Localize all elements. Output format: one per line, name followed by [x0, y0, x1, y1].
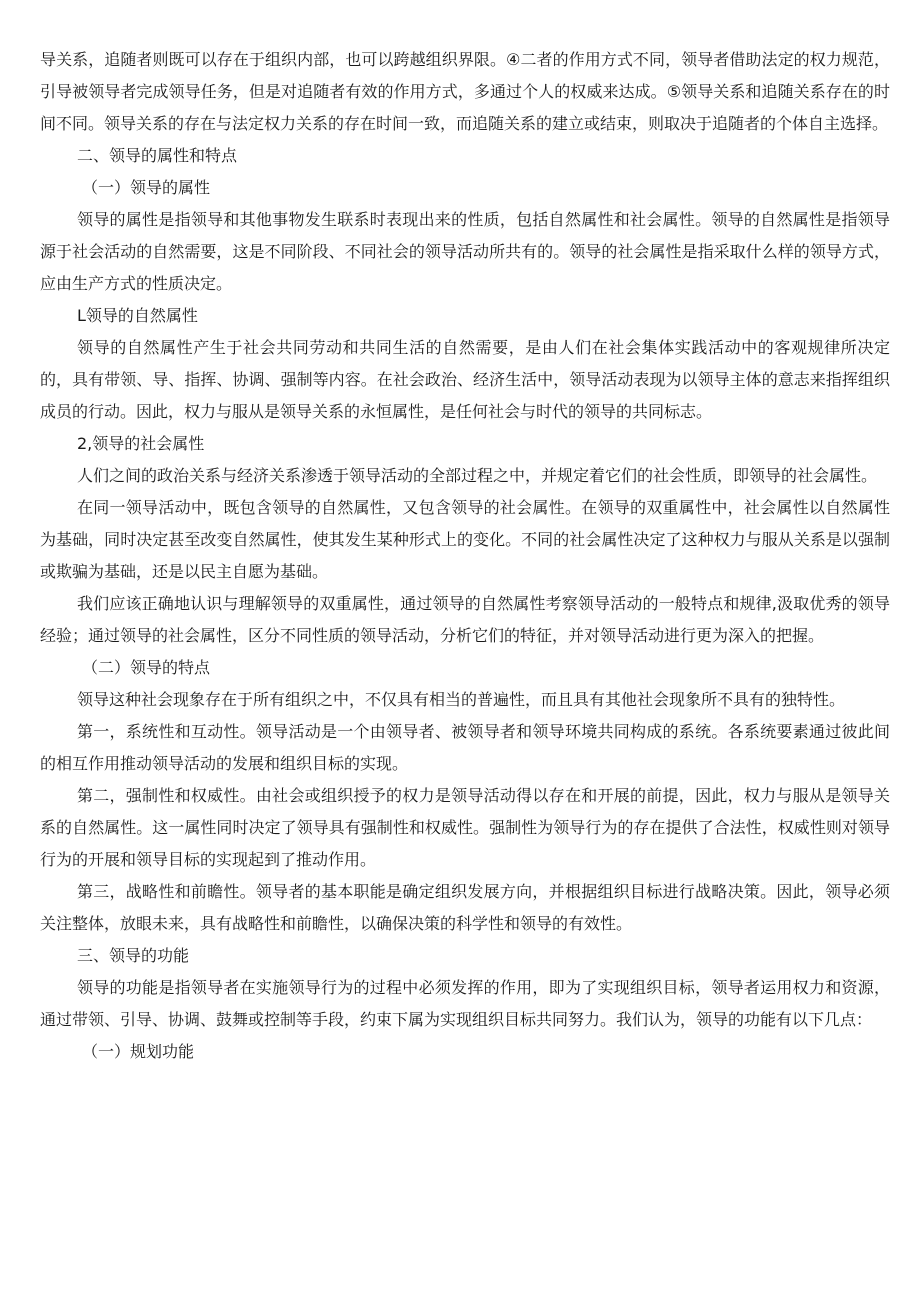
paragraph-functions-intro: 领导的功能是指领导者在实施领导行为的过程中必须发挥的作用，即为了实现组织目标，领导者运用权力和资源，通过带领、引导、协调、鼓舞或控制等手段，约束下属为实现组织目标共同努力。我们认为，领导的功能有以下几点：	[40, 978, 890, 1029]
paragraph-feature-second: 第二，强制性和权威性。由社会或组织授予的权力是领导活动得以存在和开展的前提，因此，权力与服从是领导关系的自然属性。这一属性同时决定了领导具有强制性和权威性。强制性为领导行为的存在提供了合法性，权威性则对领导行为的开展和领导目标的实现起到了推动作用。	[40, 786, 890, 869]
paragraph-natural-attribute: 领导的自然属性产生于社会共同劳动和共同生活的自然需要，是由人们在社会集体实践活动中的客观规律所决定的，具有带领、导、指挥、协调、强制等内容。在社会政治、经济生活中，领导活动表现为以领导主体的意志来指挥组织成员的行动。因此，权力与服从是领导关系的永恒属性，是任何社会与时代的领导的共同标志。	[40, 338, 890, 421]
subsection-heading-attributes: （一）领导的属性	[82, 178, 211, 197]
section-heading-attributes-and-features: 二、领导的属性和特点	[77, 146, 238, 165]
subsection-heading-planning-function: （一）规划功能	[82, 1042, 195, 1061]
paragraph-feature-first: 第一，系统性和互动性。领导活动是一个由领导者、被领导者和领导环境共同构成的系统。各系统要素通过彼此间的相互作用推动领导活动的发展和组织目标的实现。	[40, 722, 890, 773]
paragraph-understanding-dual-attributes: 我们应该正确地认识与理解领导的双重属性，通过领导的自然属性考察领导活动的一般特点和规律,汲取优秀的领导经验；通过领导的社会属性，区分不同性质的领导活动，分析它们的特征，并对领导活动进行更为深入的把握。	[40, 594, 890, 645]
item-heading-natural-attribute: L领导的自然属性	[77, 306, 198, 325]
section-heading-functions: 三、领导的功能	[77, 946, 190, 965]
paragraph-continuation: 导关系，追随者则既可以存在于组织内部，也可以跨越组织界限。④二者的作用方式不同，领导者借助法定的权力规范，引导被领导者完成领导任务，但是对追随者有效的作用方式，多通过个人的权威来达成。⑤领导关系和追随关系存在的时间不同。领导关系的存在与法定权力关系的存在时间一致，而追随关系的建立或结束，则取决于追随者的个体自主选择。	[40, 50, 890, 133]
paragraph-social-attribute: 人们之间的政治关系与经济关系渗透于领导活动的全部过程之中，并规定着它们的社会性质，即领导的社会属性。	[77, 466, 878, 485]
paragraph-attributes-definition: 领导的属性是指领导和其他事物发生联系时表现出来的性质，包括自然属性和社会属性。领导的自然属性是指领导源于社会活动的自然需要，这是不同阶段、不同社会的领导活动所共有的。领导的社会属性是指采取什么样的领导方式，应由生产方式的性质决定。	[40, 210, 890, 293]
paragraph-dual-attributes: 在同一领导活动中，既包含领导的自然属性，又包含领导的社会属性。在领导的双重属性中，社会属性以自然属性为基础，同时决定甚至改变自然属性，使其发生某种形式上的变化。不同的社会属性决定了这种权力与服从关系是以强制或欺骗为基础，还是以民主自愿为基础。	[40, 498, 890, 581]
paragraph-features-intro: 领导这种社会现象存在于所有组织之中，不仅具有相当的普遍性，而且具有其他社会现象所不具有的独特性。	[77, 690, 846, 709]
subsection-heading-features: （二）领导的特点	[82, 658, 211, 677]
item-heading-social-attribute: 2,领导的社会属性	[77, 434, 205, 453]
paragraph-feature-third: 第三，战略性和前瞻性。领导者的基本职能是确定组织发展方向，并根据组织目标进行战略决策。因此，领导必须关注整体，放眼未来，具有战略性和前瞻性，以确保决策的科学性和领导的有效性。	[40, 882, 890, 933]
